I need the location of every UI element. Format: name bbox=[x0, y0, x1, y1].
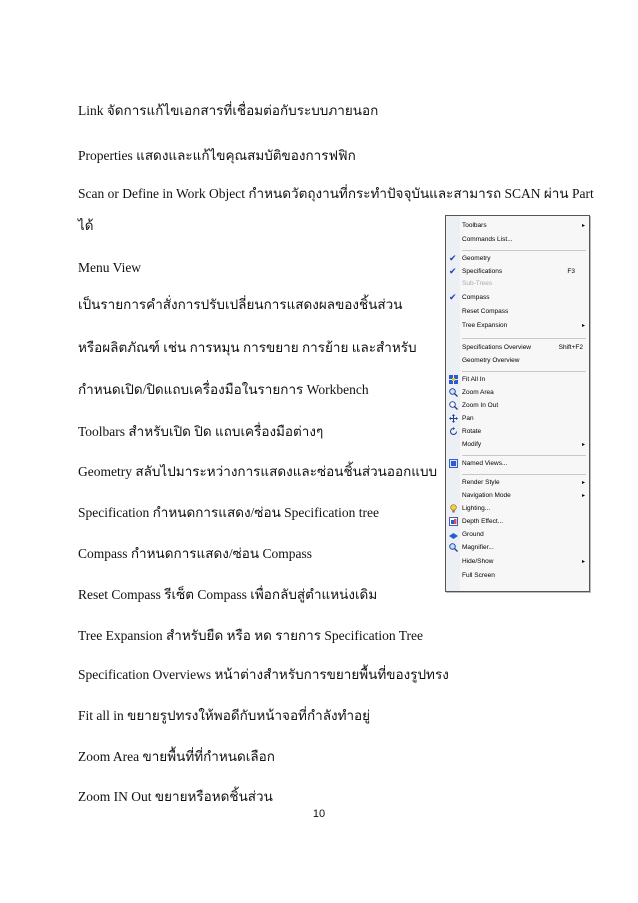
page-number: 10 bbox=[312, 808, 326, 820]
text-scan-define-cont: ได้ bbox=[78, 218, 94, 233]
zoom-in-out-icon bbox=[449, 401, 458, 410]
menu-item-specifications[interactable]: ✔ Specifications F3 bbox=[449, 266, 575, 276]
menu-item-ground[interactable]: Ground bbox=[446, 529, 589, 541]
magnifier-icon bbox=[449, 543, 458, 552]
menu-separator bbox=[462, 474, 586, 475]
menu-separator bbox=[462, 455, 586, 456]
menu-separator bbox=[462, 371, 586, 372]
menu-item-fit-all-in[interactable]: Fit All In bbox=[446, 374, 589, 386]
checkmark-icon: ✔ bbox=[449, 292, 457, 302]
zoom-area-icon bbox=[449, 388, 458, 397]
menu-item-zoom-area[interactable]: Zoom Area bbox=[446, 387, 589, 399]
menu-item-toolbars[interactable]: Toolbars ▸ bbox=[462, 222, 585, 229]
menu-item-named-views[interactable]: Named Views... bbox=[446, 458, 589, 470]
text-scan-define: Scan or Define in Work Object กำหนดวัตถุงานที่กระทำปัจจุบันและสามารถ SCAN ผ่าน Part bbox=[78, 186, 594, 201]
rotate-icon bbox=[449, 427, 458, 436]
text-zoom-in-out: Zoom IN Out ขยายหรือหดชิ้นส่วน bbox=[78, 789, 273, 804]
submenu-arrow-icon: ▸ bbox=[581, 323, 585, 329]
text-toolbars: Toolbars สำหรับเปิด ปิด แถบเครื่องมือต่างๆ bbox=[78, 424, 324, 439]
fit-all-icon bbox=[449, 375, 458, 384]
menu-item-hide-show[interactable]: Hide/Show ▸ bbox=[462, 558, 585, 565]
menu-item-sub-trees: Sub-Trees bbox=[462, 280, 493, 287]
menu-item-tree-expansion[interactable]: Tree Expansion ▸ bbox=[462, 322, 585, 329]
menu-separator bbox=[462, 338, 586, 339]
menu-item-magnifier[interactable]: Magnifier... bbox=[446, 542, 589, 554]
checkmark-icon: ✔ bbox=[449, 266, 457, 276]
pan-icon bbox=[449, 414, 458, 423]
view-menu bbox=[445, 215, 590, 592]
menu-item-navigation-mode[interactable]: Navigation Mode ▸ bbox=[462, 492, 585, 499]
text-compass: Compass กำหนดการแสดง/ซ่อน Compass bbox=[78, 546, 312, 561]
menu-item-depth-effect[interactable]: Depth Effect... bbox=[446, 516, 589, 528]
ground-icon bbox=[449, 530, 458, 539]
menu-item-rotate[interactable]: Rotate bbox=[446, 426, 589, 438]
text-zoom-area: Zoom Area ขายพื้นที่ที่กำหนดเลือก bbox=[78, 749, 275, 764]
shortcut-label: Shift+F2 bbox=[558, 344, 583, 351]
menu-item-render-style[interactable]: Render Style ▸ bbox=[462, 479, 585, 486]
text-spec-overviews: Specification Overviews หน้าต่างสำหรับการขยายพื้นที่ของรูปทรง bbox=[78, 667, 449, 682]
menu-item-compass[interactable]: ✔ Compass bbox=[449, 292, 490, 302]
submenu-arrow-icon: ▸ bbox=[581, 559, 585, 565]
depth-effect-icon bbox=[449, 517, 458, 526]
submenu-arrow-icon: ▸ bbox=[581, 223, 585, 229]
menu-item-modify[interactable]: Modify ▸ bbox=[462, 441, 585, 448]
text-link: Link จัดการแก้ไขเอกสารที่เชื่อมต่อกับระบบภายนอก bbox=[78, 103, 379, 118]
menu-item-specifications-overview[interactable]: Specifications Overview Shift+F2 bbox=[462, 344, 583, 351]
menu-item-geometry[interactable]: ✔ Geometry bbox=[449, 253, 491, 263]
submenu-arrow-icon: ▸ bbox=[581, 442, 585, 448]
text-view-intro-1: เป็นรายการคำสั่งการปรับเปลี่ยนการแสดงผลของชิ้นส่วน bbox=[78, 297, 403, 312]
named-views-icon bbox=[449, 459, 458, 468]
heading-menu-view: Menu View bbox=[78, 260, 142, 275]
menu-item-pan[interactable]: Pan bbox=[446, 413, 589, 425]
text-reset-compass: Reset Compass รีเซ็ต Compass เพื่อกลับสู่ตำแหน่งเดิม bbox=[78, 587, 378, 602]
text-geometry: Geometry สลับไปมาระหว่างการแสดงและซ่อนชิ้นส่วนออกแบบ bbox=[78, 464, 438, 479]
menu-separator bbox=[462, 250, 586, 251]
menu-item-reset-compass[interactable]: Reset Compass bbox=[462, 308, 509, 315]
lighting-icon bbox=[449, 504, 458, 513]
text-view-intro-3: กำหนดเปิด/ปิดแถบเครื่องมือในรายการ Workbench bbox=[78, 382, 369, 397]
menu-item-lighting[interactable]: Lighting... bbox=[446, 503, 589, 515]
shortcut-label: F3 bbox=[567, 268, 575, 275]
text-fit-all-in: Fit all in ขยายรูปทรงให้พอดีกับหน้าจอที่กำลังทำอยู่ bbox=[78, 708, 371, 723]
checkmark-icon: ✔ bbox=[449, 253, 457, 263]
menu-item-zoom-in-out[interactable]: Zoom In Out bbox=[446, 400, 589, 412]
menu-item-full-screen[interactable]: Full Screen bbox=[462, 572, 495, 579]
text-view-intro-2: หรือผลิตภัณฑ์ เช่น การหมุน การขยาย การย้าย และสำหรับ bbox=[78, 340, 417, 355]
text-properties: Properties แสดงและแก้ไขคุณสมบัติของการฟฟิก bbox=[78, 148, 356, 163]
menu-item-commands-list[interactable]: Commands List... bbox=[462, 236, 513, 243]
submenu-arrow-icon: ▸ bbox=[581, 493, 585, 499]
submenu-arrow-icon: ▸ bbox=[581, 480, 585, 486]
text-specification: Specification กำหนดการแสดง/ซ่อน Specification tree bbox=[78, 505, 380, 520]
menu-item-geometry-overview[interactable]: Geometry Overview bbox=[462, 357, 520, 364]
text-tree-expansion: Tree Expansion สำหรับยืด หรือ หด รายการ Specification Tree bbox=[78, 628, 423, 643]
